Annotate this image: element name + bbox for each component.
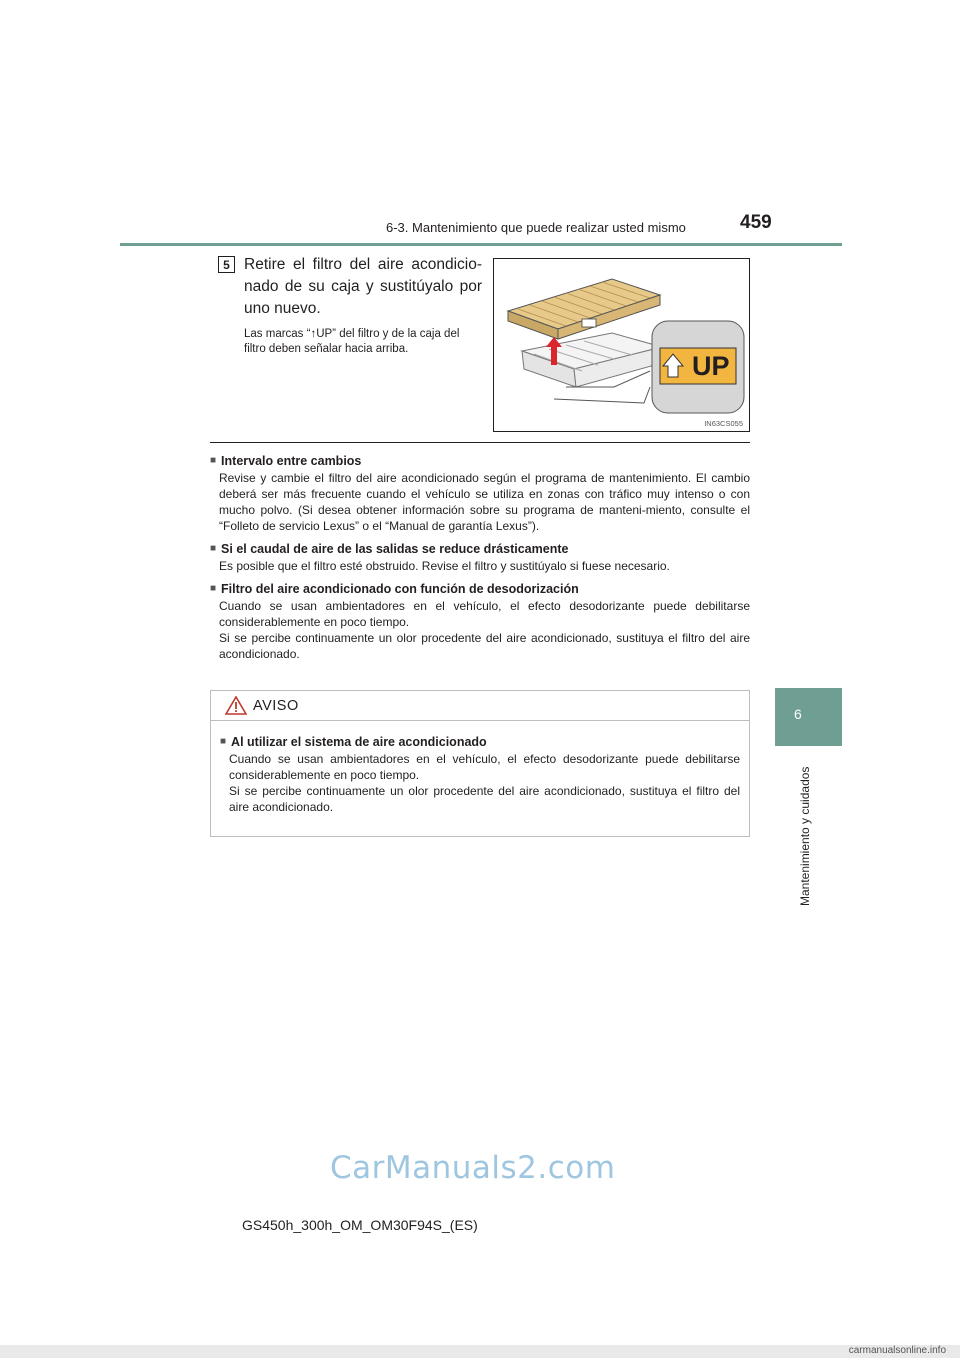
header-title: 6-3. Mantenimiento que puede realizar usted mismo <box>386 220 686 235</box>
note-body-line: Cuando se usan ambientadores en el vehículo, el efecto desodorizante puede debilitarse considerablemente en poco tiempo. <box>219 599 750 629</box>
note-heading-text: Intervalo entre cambios <box>221 454 362 468</box>
note-body-line: Si se percibe continuamente un olor procedente del aire acondicionado, sustituya el filtro del aire acondicionado. <box>219 631 750 661</box>
header-rule <box>120 243 842 246</box>
chapter-label: Mantenimiento y cuidados <box>798 766 812 906</box>
note-heading-text: Si el caudal de aire de las salidas se reduce drásticamente <box>221 542 569 556</box>
note-item <box>210 581 750 662</box>
square-bullet-icon: ■ <box>220 736 227 747</box>
notes-section <box>210 453 750 669</box>
warning-box <box>210 690 750 837</box>
filter-drawing <box>494 259 749 431</box>
note-item <box>210 541 750 574</box>
bottom-strip <box>0 1345 960 1358</box>
chapter-tab <box>775 688 842 746</box>
step-note: Las marcas “↑UP” del filtro y de la caja del filtro deben señalar hacia arriba. <box>244 328 460 355</box>
warning-header <box>211 691 749 721</box>
square-bullet-icon: ■ <box>210 543 217 554</box>
warning-body-line: Cuando se usan ambientadores en el vehículo, el efecto desodorizante puede debilitarse considerablemente en poco tiempo. <box>229 752 740 782</box>
footer-document-code: GS450h_300h_OM_OM30F94S_(ES) <box>242 1217 478 1233</box>
step-instruction: Retire el filtro del aire acondicio-nado de su caja y sustitúyalo por uno nuevo. <box>244 256 482 317</box>
note-item <box>210 453 750 534</box>
note-heading-text: Filtro del aire acondicionado con función de desodorización <box>221 582 579 596</box>
warning-body-line: Si se percibe continuamente un olor procedente del aire acondicionado, sustituya el filtro del aire acondicionado. <box>229 784 740 814</box>
warning-content <box>211 721 749 815</box>
step-number-badge: 5 <box>218 256 235 273</box>
warning-title: AVISO <box>253 697 299 714</box>
warning-triangle-icon <box>225 696 247 715</box>
filter-illustration <box>493 258 750 432</box>
warning-heading-text: Al utilizar el sistema de aire acondicionado <box>231 735 487 749</box>
section-divider <box>210 442 750 443</box>
square-bullet-icon: ■ <box>210 455 217 466</box>
note-heading <box>210 581 750 597</box>
note-body: Es posible que el filtro esté obstruido. Revise el filtro y sustitúyalo si fuese necesario. <box>219 559 670 573</box>
up-callout-label: UP <box>692 351 730 381</box>
chapter-number: 6 <box>794 706 802 722</box>
figure-code: IN63CS055 <box>704 419 743 428</box>
page-number: 459 <box>740 212 772 233</box>
note-heading <box>210 453 750 469</box>
warning-heading <box>220 734 740 750</box>
note-heading <box>210 541 750 557</box>
watermark-logo: CarManuals2.com <box>330 1150 616 1186</box>
note-body: Revise y cambie el filtro del aire acondicionado según el programa de mantenimiento. El cambio deberá ser más frecuente cuando el vehículo se utiliza en zonas con tráfico muy intenso o con mucho polvo. (Si desea obtener información sobre su programa de manteni-miento, consulte el “Folleto de servicio Lexus” o el “Manual de garantía Lexus”). <box>219 471 750 533</box>
bottom-site-label: carmanualsonline.info <box>848 1345 946 1356</box>
square-bullet-icon: ■ <box>210 583 217 594</box>
